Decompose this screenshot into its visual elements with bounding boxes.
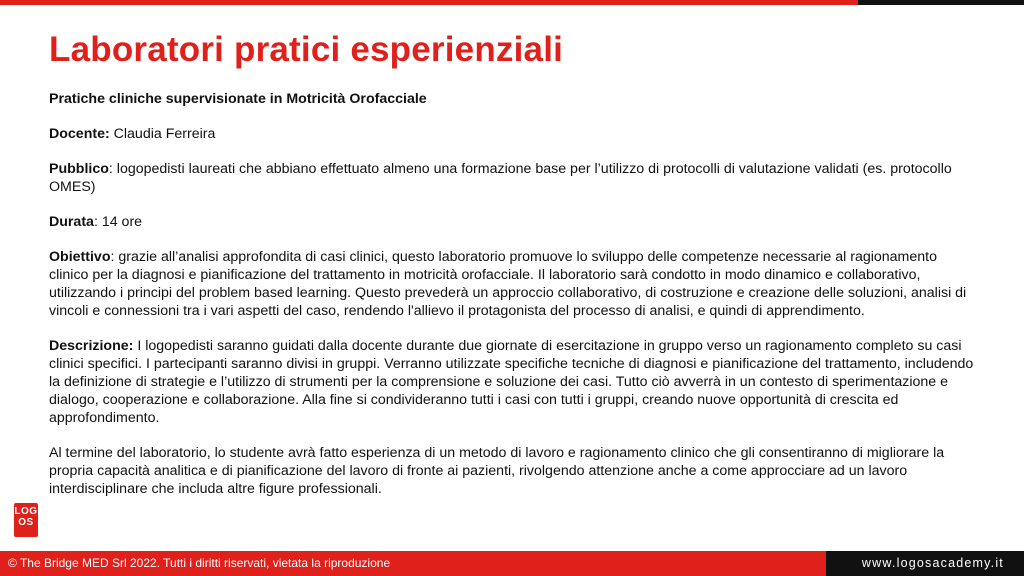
- course-subtitle: Pratiche cliniche supervisionate in Motricità Orofacciale: [49, 91, 427, 107]
- pubblico-label: Pubblico: [49, 161, 109, 177]
- logo-line-2: OS: [18, 517, 34, 528]
- obiettivo-value: : grazie all’analisi approfondita di casi clinici, questo laboratorio promuove lo sviluppo delle competenze necessarie al ragionamento clinico per la diagnosi e pianificazione del trattamento in motricità orofacciale. Il laboratorio sarà condotto in modo dinamico e collaborativo, utilizzando i principi del problem based learning. Questo prevederà un approccio collaborativo, di costruzione e creazione delle soluzioni, analisi di vincoli e connessioni tra i vari aspetti del caso, rendendo l'allievo il protagonista del processo di analisi, e quindi di apprendimento.: [49, 249, 967, 319]
- descrizione-label: Descrizione:: [49, 338, 134, 354]
- footer-website-link[interactable]: www.logosacademy.it: [861, 556, 1004, 570]
- slide-content: [49, 90, 974, 515]
- top-accent-bar: [0, 0, 858, 5]
- logo-line-1: LOG: [14, 506, 38, 517]
- footer-copyright: © The Bridge MED Srl 2022. Tutti i diritti riservati, vietata la riproduzione: [8, 556, 391, 570]
- obiettivo-label: Obiettivo: [49, 249, 111, 265]
- docente-label: Docente:: [49, 126, 110, 142]
- durata-value: : 14 ore: [93, 214, 143, 230]
- pubblico-value: : logopedisti laureati che abbiano effettuato almeno una formazione base per l’utilizzo di protocolli di valutazione validati (es. protocollo OMES): [49, 161, 952, 195]
- descrizione-paragraph: [49, 337, 974, 427]
- durata-paragraph: [49, 213, 974, 231]
- descrizione-value: I logopedisti saranno guidati dalla docente durante due giornate di esercitazione in gruppo verso un ragionamento completo su casi clinici specifici. I partecipanti saranno divisi in gruppi. Verranno utilizzate specifiche tecniche di diagnosi e pianificazione del trattamento, includendo la definizione di strategie e l’utilizzo di strumenti per la comprensione e soluzione dei casi. Tutto ciò avverrà in un contesto di sperimentazione e dialogo, cooperazione e collaborazione. Alla fine si condivideranno tutti i casi con tutti i gruppi, creando nuove opportunità di crescita ed approfondimento.: [49, 338, 974, 426]
- logos-logo: [14, 503, 38, 537]
- docente-value: Claudia Ferreira: [109, 126, 216, 142]
- slide-title: Laboratori pratici esperienziali: [49, 30, 564, 69]
- pubblico-paragraph: [49, 160, 974, 196]
- docente-paragraph: [49, 125, 974, 143]
- top-dark-bar: [858, 0, 1024, 5]
- conclusione-paragraph: Al termine del laboratorio, lo studente avrà fatto esperienza di un metodo di lavoro e ragionamento clinico che gli consentiranno di migliorare la propria capacità analitica e di pianificazione del lavoro di fronte ai pazienti, rivolgendo attenzione anche a come approcciare ad un lavoro interdisciplinare che includa altre figure professionali.: [49, 445, 945, 497]
- durata-label: Durata: [49, 214, 94, 230]
- obiettivo-paragraph: [49, 248, 974, 320]
